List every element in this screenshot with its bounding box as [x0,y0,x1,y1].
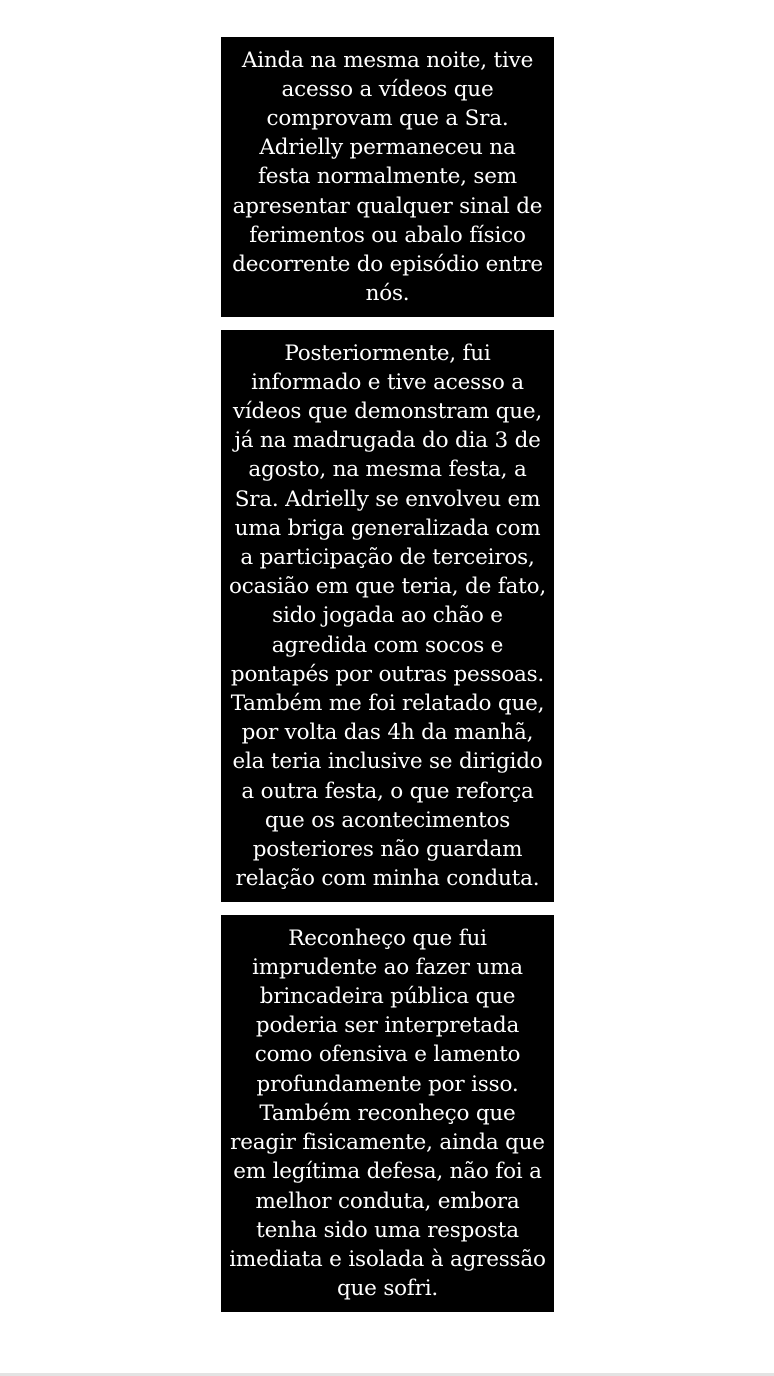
text-block-later-fight [221,330,554,902]
text-block-apology [221,915,554,1312]
text-block-night-videos [221,37,554,317]
text-block-body: Posteriormente, fui informado e tive acesso a vídeos que demonstram que, já na madrugada do dia 3 de agosto, na mesma festa, a Sra. Adrielly se envolveu em uma briga generalizada com a participação de terceiros, ocasião em que teria, de fato, sido jogada ao chão e agredida com socos e pontapés por outras pessoas. Também me foi relatado que, por volta das 4h da manhã, ela teria inclusive se dirigido a outra festa, o que reforça que os acontecimentos posteriores não guardam relação com minha conduta. [229,340,546,892]
text-block-body: Ainda na mesma noite, tive acesso a vídeos que comprovam que a Sra. Adrielly permaneceu na festa normalmente, sem apresentar qualquer sinal de ferimentos ou abalo físico decorrente do episódio entre nós. [232,47,543,307]
text-block-body: Reconheço que fui imprudente ao fazer uma brincadeira pública que poderia ser interpretada como ofensiva e lamento profundamente por isso. Também reconheço que reagir fisicamente, ainda que em legítima defesa, não foi a melhor conduta, embora tenha sido uma resposta imediata e isolada à agressão que sofri. [229,925,546,1302]
